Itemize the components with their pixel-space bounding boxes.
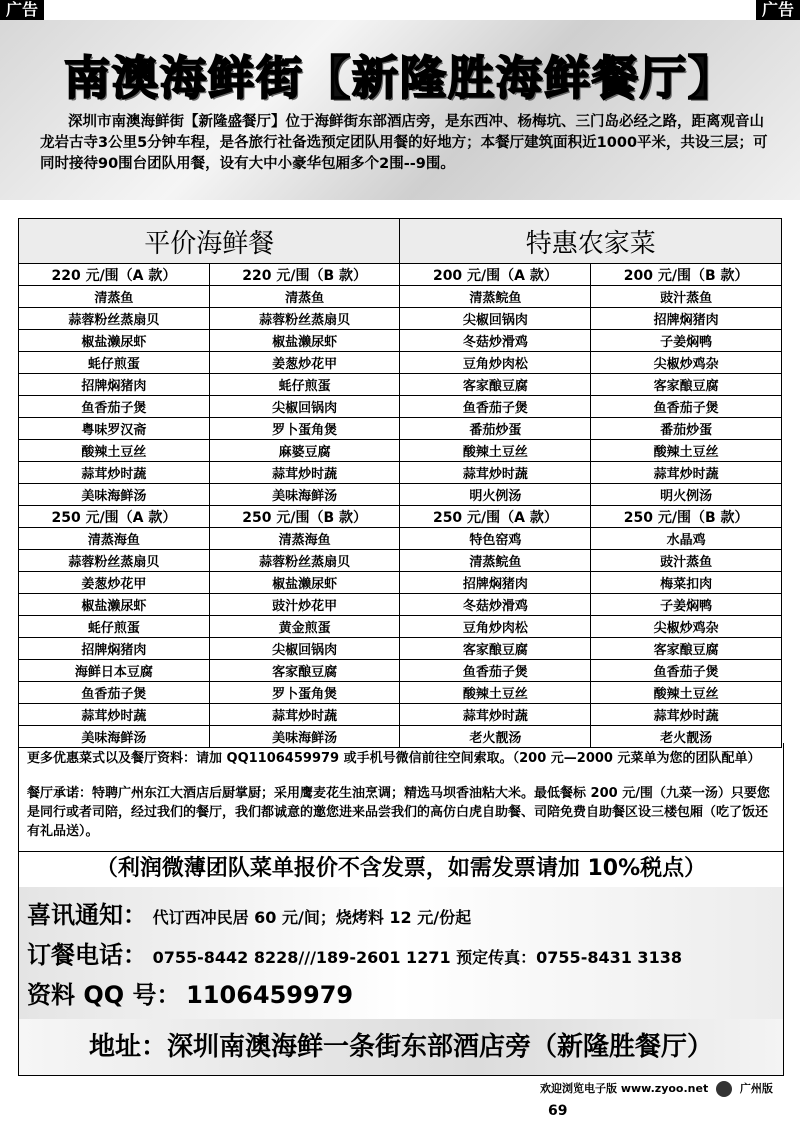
dish-cell: 椒盐濑尿虾 [19, 594, 210, 616]
qq-line [27, 975, 353, 1010]
dish-cell: 清蒸鱼 [19, 286, 210, 308]
dish-cell: 黄金煎蛋 [209, 616, 400, 638]
dish-row [19, 638, 782, 660]
price-tier-cell: 250 元/围（B 款） [591, 506, 782, 528]
dish-cell: 椒盐濑尿虾 [209, 572, 400, 594]
price-tier-cell: 200 元/围（A 款） [400, 264, 591, 286]
dish-row [19, 572, 782, 594]
price-tier-cell: 220 元/围（B 款） [209, 264, 400, 286]
dish-cell: 尖椒回锅肉 [400, 308, 591, 330]
dish-cell: 豉汁蒸鱼 [591, 550, 782, 572]
dish-row [19, 440, 782, 462]
dish-cell: 豆角炒肉松 [400, 352, 591, 374]
dish-row [19, 484, 782, 506]
dish-cell: 豉汁蒸鱼 [591, 286, 782, 308]
menu-table [18, 218, 782, 748]
dish-cell: 冬菇炒滑鸡 [400, 330, 591, 352]
dish-cell: 客家酿豆腐 [591, 638, 782, 660]
dish-cell: 海鲜日本豆腐 [19, 660, 210, 682]
price-tier-cell: 250 元/围（B 款） [209, 506, 400, 528]
dish-cell: 美味海鲜汤 [209, 484, 400, 506]
section-title-farm: 特惠农家菜 [400, 219, 782, 264]
dish-cell: 清蒸鱼 [209, 286, 400, 308]
dish-row [19, 418, 782, 440]
dish-row [19, 550, 782, 572]
section-title-seafood: 平价海鲜餐 [19, 219, 400, 264]
dish-cell: 尖椒回锅肉 [209, 638, 400, 660]
dish-row [19, 308, 782, 330]
dish-cell: 美味海鲜汤 [19, 726, 210, 748]
dish-row [19, 286, 782, 308]
dish-cell: 蒜茸炒时蔬 [209, 704, 400, 726]
price-tier-row [19, 506, 782, 528]
dish-cell: 清蒸海鱼 [209, 528, 400, 550]
dish-cell: 招牌焖猪肉 [400, 572, 591, 594]
invoice-notice: （利润微薄团队菜单报价不含发票，如需发票请加 10%税点） [18, 851, 784, 888]
dish-cell: 清蒸鲩鱼 [400, 286, 591, 308]
footer-text: 欢迎浏览电子版 www.zyoo.net [540, 1082, 709, 1095]
dish-cell: 水晶鸡 [591, 528, 782, 550]
qq-number: 1106459979 [186, 981, 354, 1009]
dish-cell: 特色窑鸡 [400, 528, 591, 550]
intro-text: 深圳市南澳海鲜街【新隆盛餐厅】位于海鲜街东部酒店旁，是东西冲、杨梅坑、三门岛必经之路，距离观音山龙岩古寺3公里5分钟车程，是各旅行社备选预定团队用餐的好地方；本餐厅建筑面积近1000平米，共设三层；可同时接待90围台团队用餐，设有大中小豪华包厢多个2围--9围。 [40, 114, 768, 172]
dish-cell: 子姜焖鸭 [591, 594, 782, 616]
dish-cell: 鱼香茄子煲 [591, 660, 782, 682]
dish-cell: 老火靓汤 [400, 726, 591, 748]
contact-section [18, 887, 784, 1020]
dish-cell: 蒜茸炒时蔬 [400, 704, 591, 726]
dish-row [19, 330, 782, 352]
section-header-row [19, 219, 782, 264]
dish-cell: 麻婆豆腐 [209, 440, 400, 462]
dish-cell: 椒盐濑尿虾 [209, 330, 400, 352]
dish-cell: 罗卜蛋角煲 [209, 418, 400, 440]
price-tier-cell: 200 元/围（B 款） [591, 264, 782, 286]
dish-cell: 鱼香茄子煲 [400, 660, 591, 682]
news-line [27, 895, 471, 930]
dish-row [19, 594, 782, 616]
phone-label: 订餐电话： [27, 941, 147, 969]
dish-cell: 清蒸鲩鱼 [400, 550, 591, 572]
address-line: 地址：深圳南澳海鲜一条街东部酒店旁（新隆胜餐厅） [18, 1019, 784, 1076]
dish-cell: 姜葱炒花甲 [19, 572, 210, 594]
page-footer [540, 1078, 798, 1119]
price-tier-cell: 220 元/围（A 款） [19, 264, 210, 286]
dish-cell: 客家酿豆腐 [400, 374, 591, 396]
dish-cell: 冬菇炒滑鸡 [400, 594, 591, 616]
dish-cell: 客家酿豆腐 [209, 660, 400, 682]
dish-cell: 招牌焖猪肉 [19, 638, 210, 660]
dish-cell: 酸辣土豆丝 [400, 440, 591, 462]
note-more-info: 更多优惠菜式以及餐厅资料：请加 QQ1106459979 或手机号微信前往空间索取。（200 元—2000 元菜单为您的团队配单） [27, 751, 761, 766]
dish-cell: 蚝仔煎蛋 [19, 616, 210, 638]
news-text: 代订西冲民居 60 元/间；烧烤料 12 元/份起 [152, 908, 472, 927]
dish-cell: 蒜茸炒时蔬 [19, 704, 210, 726]
dish-cell: 尖椒回锅肉 [209, 396, 400, 418]
dish-cell: 蒜蓉粉丝蒸扇贝 [19, 308, 210, 330]
dish-cell: 蒜蓉粉丝蒸扇贝 [209, 308, 400, 330]
dish-cell: 鱼香茄子煲 [19, 396, 210, 418]
dish-cell: 酸辣土豆丝 [19, 440, 210, 462]
dish-cell: 招牌焖猪肉 [591, 308, 782, 330]
intro-paragraph [40, 112, 770, 175]
dish-cell: 蒜茸炒时蔬 [400, 462, 591, 484]
dish-row [19, 462, 782, 484]
dish-cell: 客家酿豆腐 [591, 374, 782, 396]
footer-edition: 广州版 [739, 1082, 773, 1095]
dish-cell: 美味海鲜汤 [209, 726, 400, 748]
dish-cell: 美味海鲜汤 [19, 484, 210, 506]
dish-cell: 蒜茸炒时蔬 [591, 704, 782, 726]
dish-cell: 番茄炒蛋 [400, 418, 591, 440]
dish-cell: 明火例汤 [591, 484, 782, 506]
dish-cell: 客家酿豆腐 [400, 638, 591, 660]
dish-cell: 酸辣土豆丝 [400, 682, 591, 704]
price-tier-cell: 250 元/围（A 款） [400, 506, 591, 528]
dish-cell: 尖椒炒鸡杂 [591, 352, 782, 374]
price-tier-row [19, 264, 782, 286]
dish-cell: 酸辣土豆丝 [591, 682, 782, 704]
dish-cell: 蒜茸炒时蔬 [209, 462, 400, 484]
dish-cell: 酸辣土豆丝 [591, 440, 782, 462]
dish-cell: 鱼香茄子煲 [591, 396, 782, 418]
dish-cell: 姜葱炒花甲 [209, 352, 400, 374]
dish-cell: 椒盐濑尿虾 [19, 330, 210, 352]
dish-cell: 尖椒炒鸡杂 [591, 616, 782, 638]
price-tier-cell: 250 元/围（A 款） [19, 506, 210, 528]
news-label: 喜讯通知： [27, 901, 147, 929]
dish-row [19, 616, 782, 638]
dish-cell: 番茄炒蛋 [591, 418, 782, 440]
dish-cell: 蚝仔煎蛋 [19, 352, 210, 374]
dish-cell: 粤味罗汉斋 [19, 418, 210, 440]
phone-line [27, 935, 682, 970]
dish-cell: 罗卜蛋角煲 [209, 682, 400, 704]
dish-row [19, 396, 782, 418]
dish-row [19, 682, 782, 704]
dish-cell: 豆角炒肉松 [400, 616, 591, 638]
dish-cell: 鱼香茄子煲 [19, 682, 210, 704]
dish-cell: 招牌焖猪肉 [19, 374, 210, 396]
note-promise: 餐厅承诺：特聘广州东江大酒店后厨掌厨；采用鹰麦花生油烹调；精选马坝香油粘大米。最低餐标 200 元/围（九菜一汤）只要您是同行或者司陪，经过我们的餐厅，我们都诚意的邀您进来品尝我们的高仿白虎自助餐、司陪免费自助餐区设三楼包厢（吃了饭还有礼品送）。 [27, 786, 770, 839]
dish-cell: 蒜蓉粉丝蒸扇贝 [19, 550, 210, 572]
dish-row [19, 374, 782, 396]
dish-cell: 蒜蓉粉丝蒸扇贝 [209, 550, 400, 572]
ad-label-right: 广告 [756, 0, 800, 20]
dish-cell: 梅菜扣肉 [591, 572, 782, 594]
dish-row [19, 352, 782, 374]
dish-row [19, 704, 782, 726]
dish-row [19, 528, 782, 550]
dish-cell: 明火例汤 [400, 484, 591, 506]
phone-text: 0755-8442 8228///189-2601 1271 预定传真：0755-8431 3138 [152, 948, 682, 967]
dish-cell: 鱼香茄子煲 [400, 396, 591, 418]
dish-cell: 蒜茸炒时蔬 [19, 462, 210, 484]
dish-cell: 老火靓汤 [591, 726, 782, 748]
dish-cell: 清蒸海鱼 [19, 528, 210, 550]
qq-label: 资料 QQ 号： [27, 981, 181, 1009]
dish-cell: 豉汁炒花甲 [209, 594, 400, 616]
page-number: 69 [548, 1103, 568, 1119]
dish-cell: 蒜茸炒时蔬 [591, 462, 782, 484]
dish-cell: 子姜焖鸭 [591, 330, 782, 352]
ad-label-left: 广告 [0, 0, 44, 20]
publisher-logo-icon [716, 1081, 732, 1097]
notes-section [18, 743, 784, 852]
dish-cell: 蚝仔煎蛋 [209, 374, 400, 396]
dish-row [19, 660, 782, 682]
page-title: 南澳海鲜街【新隆胜海鲜餐厅】 [64, 51, 736, 105]
